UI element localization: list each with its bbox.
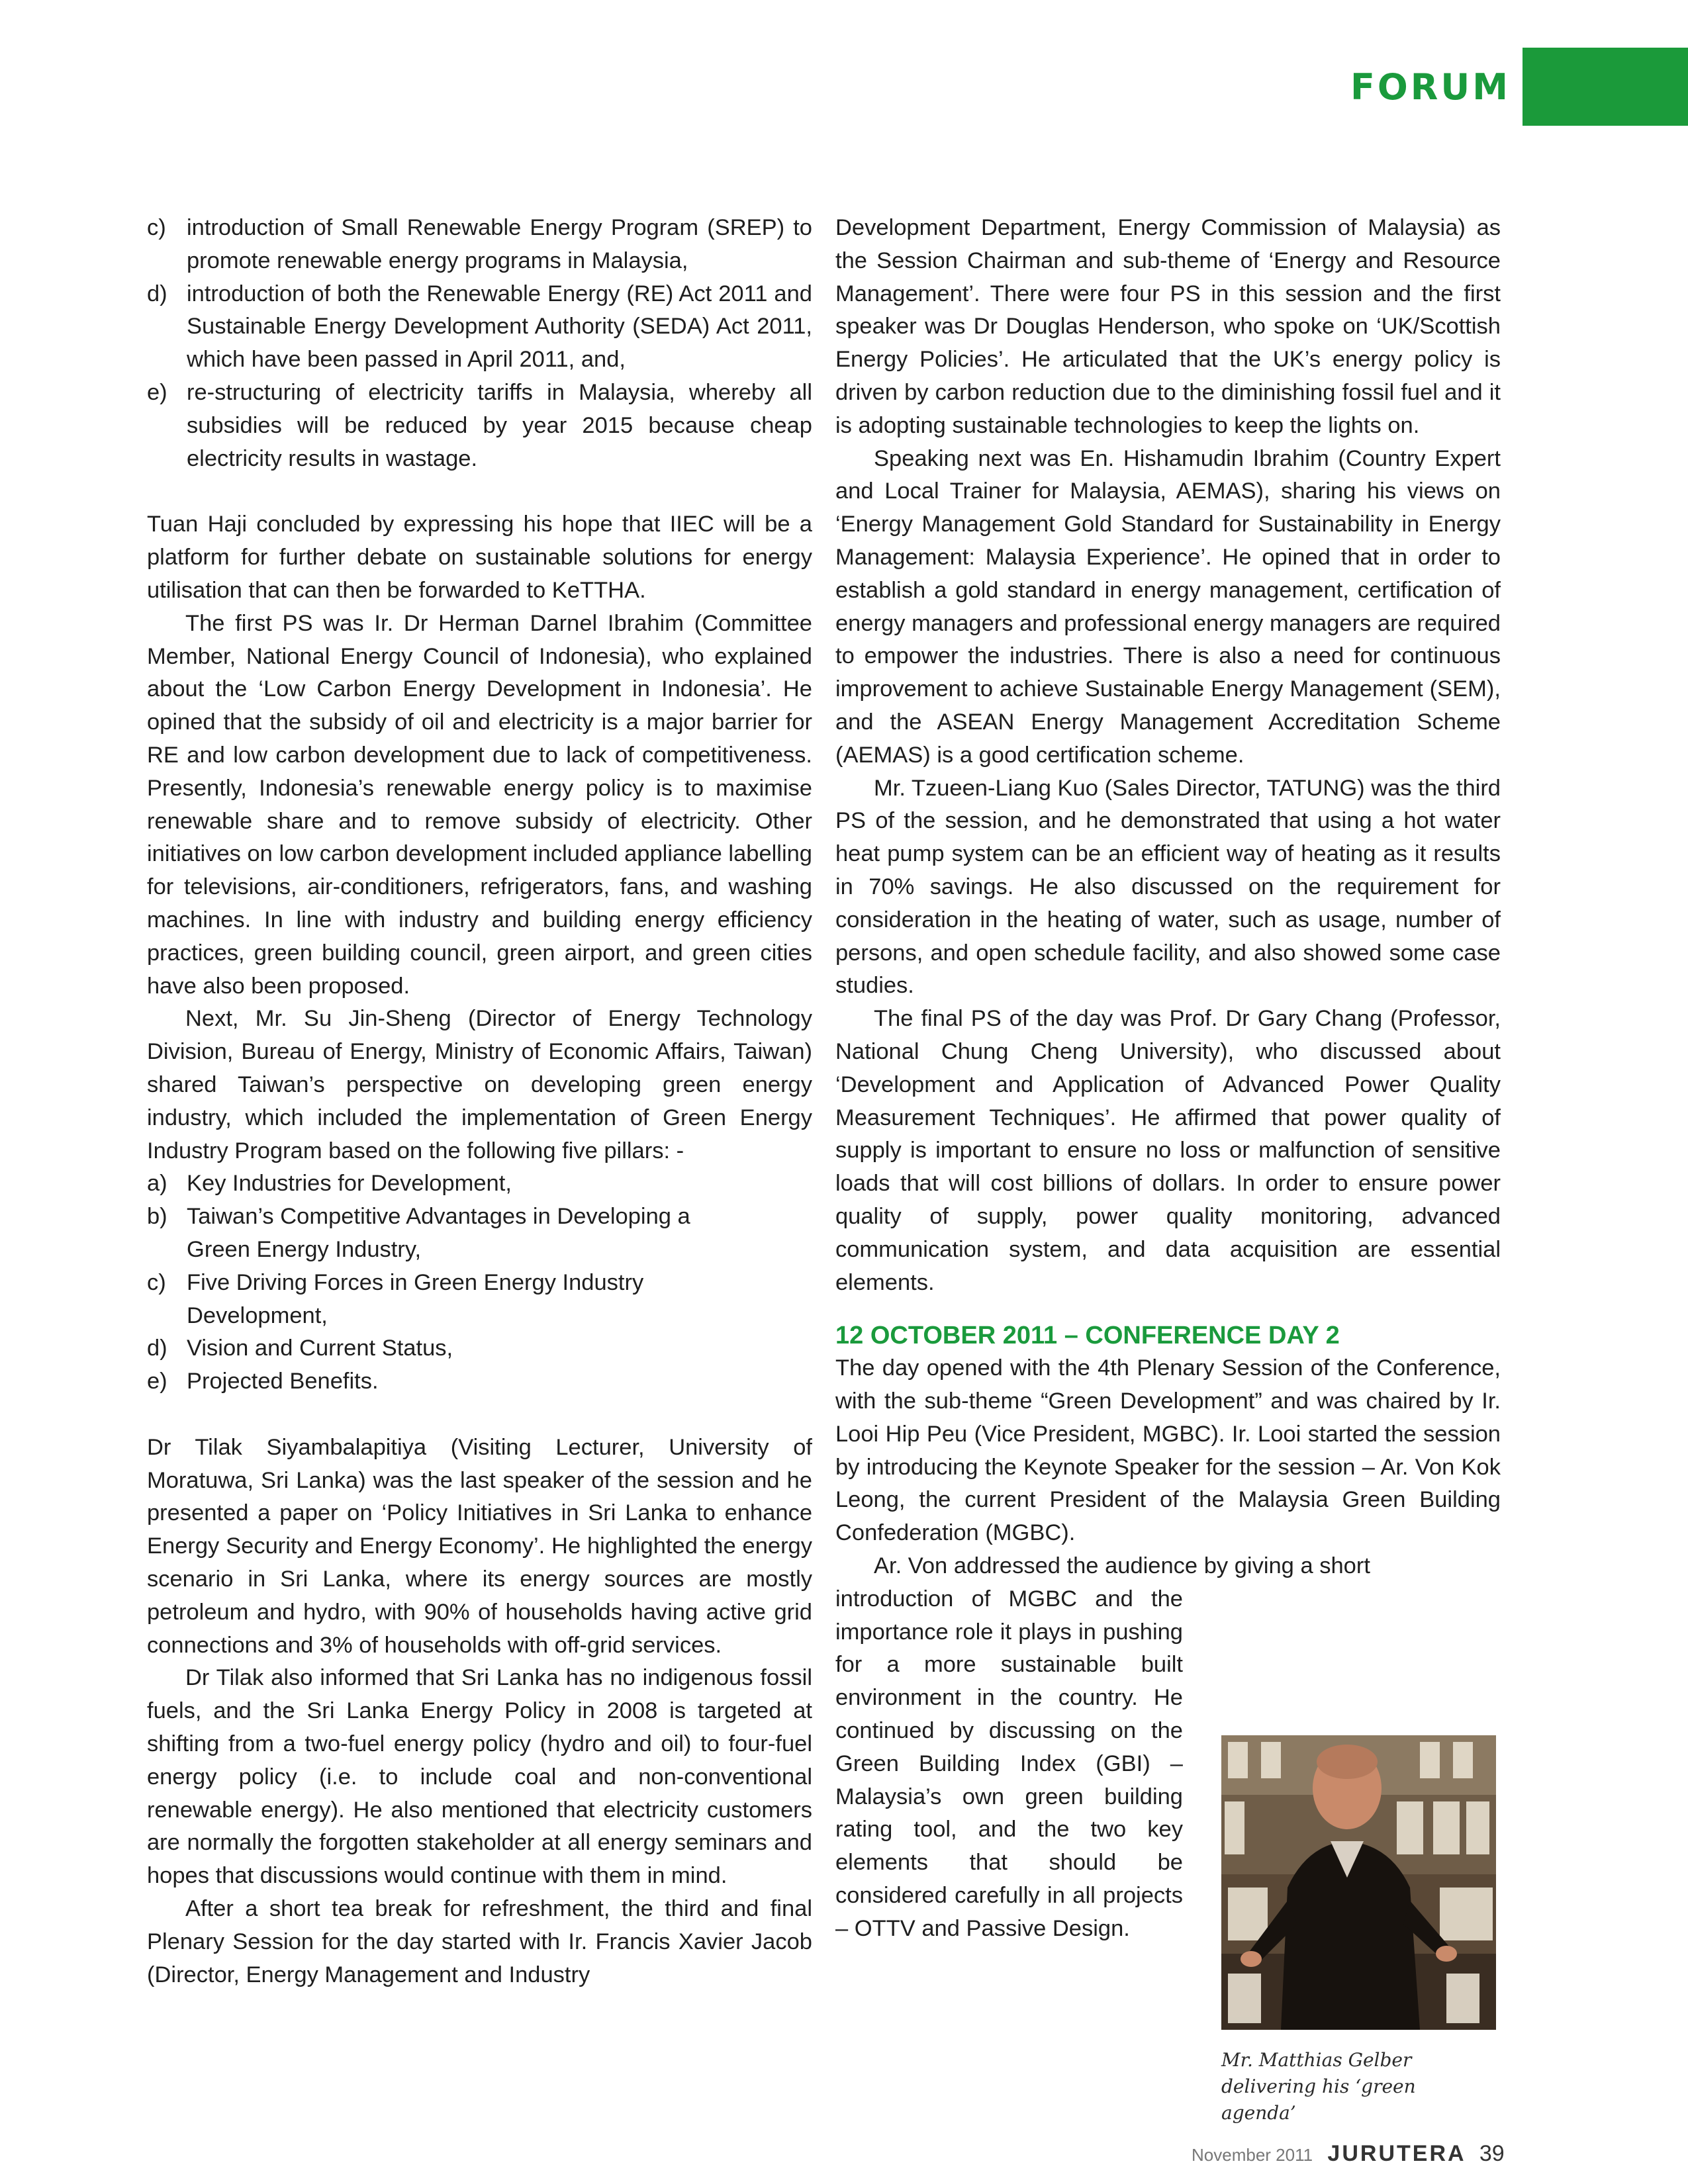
photo-illustration [1221, 1735, 1496, 2030]
policy-list [147, 212, 812, 475]
paragraph: Next, Mr. Su Jin-Sheng (Director of Energy Technology Division, Bureau of Energy, Ministry of Economic Affairs, Taiwan) shared Taiwan’s perspective on developing green energy industry, which included the implementation of Green Energy Industry Program based on the following five pillars: - [147, 1006, 812, 1163]
section-color-bar [1523, 48, 1688, 126]
photo-caption: Mr. Matthias Gelber delivering his ‘green agenda’ [1221, 2049, 1416, 2124]
paragraph: Dr Tilak Siyambalapitiya (Visiting Lecturer, University of Moratuwa, Sri Lanka) was the last speaker of the session and he presented a paper on ‘Policy Initiatives in Sri Lanka to enhance Energy Security and Energy Economy’. He highlighted the energy scenario in Sri Lanka, where its energy sources are mostly petroleum and hydro, with 90% of households having active grid connections and 3% of households with off-grid services. [147, 1434, 812, 1658]
paragraph: The day opened with the 4th Plenary Session of the Conference, with the sub-theme “Green Development” and was chaired by Ir. Looi Hip Peu (Vice President, MGBC). Ir. Looi started the session by introducing the Keynote Speaker for the session – Ar. Von Kok Leong, the current President of the Malaysia Green Building Confederation (MGBC). [835, 1355, 1501, 1546]
left-column [147, 212, 812, 1991]
list-item: c) Five Driving Forces in Green Energy Industry Development, [147, 1269, 644, 1328]
list-item: b) Taiwan’s Competitive Advantages in Developing a Green Energy Industry, [147, 1204, 690, 1262]
paragraph: Tuan Haji concluded by expressing his hope that IIEC will be a platform for further debate on sustainable solutions for energy utilisation that can then be forwarded to KeTTHA. [147, 512, 812, 603]
paragraph: Development Department, Energy Commission of Malaysia) as the Session Chairman and sub-theme of ‘Energy and Resource Management’. There were four PS in this session and the first speaker was Dr Douglas Henderson, who spoke on ‘UK/Scottish Energy Policies’. He articulated that the UK’s energy policy is driven by carbon reduction due to the diminishing fossil fuel and it is adopting sustainable technologies to keep the lights on. [835, 215, 1501, 438]
photo-figure [1221, 1735, 1496, 2126]
paragraph: Speaking next was En. Hishamudin Ibrahim (Country Expert and Local Trainer for Malaysia, AEMAS), sharing his views on ‘Energy Management Gold Standard for Sustainability in Energy Management: Malaysia Experience’. He opined that in order to establish a gold standard in energy management, certification of energy managers and professional energy managers are required to empower the industries. There is also a need for continuous improvement to achieve Sustainable Energy Management (SEM), and the ASEAN Energy Management Accreditation Scheme (AEMAS) is a good certification scheme. [835, 445, 1501, 768]
paragraph: After a short tea break for refreshment, the third and final Plenary Session for the day started with Ir. Francis Xavier Jacob (Director, Energy Management and Industry [147, 1896, 812, 1987]
page-footer [1192, 2141, 1505, 2167]
list-item: e) Projected Benefits. [147, 1369, 379, 1394]
paragraph: The first PS was Ir. Dr Herman Darnel Ibrahim (Committee Member, National Energy Council of Indonesia), who explained about the ‘Low Carbon Energy Development in Indonesia’. He opined that the subsidy of oil and electricity is a major barrier for RE and low carbon development due to lack of competitiveness. Presently, Indonesia’s renewable energy policy is to maximise renewable share and to remove subsidy of electricity. Other initiatives on low carbon development included appliance labelling for televisions, air-conditioners, refrigerators, fans, and washing machines. In line with industry and building energy efficiency practices, green building council, green airport, and green cities have also been proposed. [147, 610, 812, 999]
list-item: c) introduction of Small Renewable Energy Program (SREP) to promote renewable energy programs in Malaysia, [147, 215, 812, 273]
right-column [835, 212, 1501, 1946]
page-number: 39 [1479, 2141, 1505, 2166]
paragraph: introduction of MGBC and the importance role it plays in pushing for a more sustainable built environment in the country. He continued by discussing on the Green Building Index (GBI) – Malaysia’s own green building rating tool, and the two key elements that should be considered carefully in all projects – OTTV and Passive Design. [835, 1586, 1183, 1941]
list-item: d) introduction of both the Renewable Energy (RE) Act 2011 and Sustainable Energy Development Authority (SEDA) Act 2011, which have been passed in April 2011, and, [147, 281, 812, 373]
pillars-list [147, 1167, 812, 1398]
paragraph: Dr Tilak also informed that Sri Lanka has no indigenous fossil fuels, and the Sri Lanka Energy Policy in 2008 is targeted at shifting from a two-fuel energy policy (hydro and oil) to four-fuel energy policy (i.e. to include coal and non-conventional renewable energy). He also mentioned that electricity customers are normally the forgotten stakeholder at all energy seminars and hopes that discussions would continue with them in mind. [147, 1665, 812, 1889]
speaker-photo [1221, 1735, 1496, 2030]
issue-date: November 2011 [1192, 2145, 1313, 2165]
section-heading: 12 OCTOBER 2011 – CONFERENCE DAY 2 [835, 1322, 1340, 1350]
paragraph: Ar. Von addressed the audience by giving a short [874, 1553, 1370, 1579]
list-item: e) re-structuring of electricity tariffs in Malaysia, whereby all subsidies will be reduced by year 2015 because cheap electricity results in wastage. [147, 379, 812, 471]
list-item: d) Vision and Current Status, [147, 1336, 453, 1361]
paragraph: The final PS of the day was Prof. Dr Gary Chang (Professor, National Chung Cheng University), who discussed about ‘Development and Application of Advanced Power Quality Measurement Techniques’. He affirmed that power quality of supply is important to ensure no loss or malfunction of sensitive loads that will cost billions of dollars. In order to ensure power quality of supply, power quality monitoring, advanced communication system, and data acquisition are essential elements. [835, 1006, 1501, 1295]
paragraph: Mr. Tzueen-Liang Kuo (Sales Director, TATUNG) was the third PS of the session, and he demonstrated that using a hot water heat pump system can be an efficient way of heating as it results in 70% savings. He also discussed on the requirement for consideration in the heating of water, such as usage, number of persons, and open schedule facility, and also showed some case studies. [835, 775, 1501, 999]
magazine-name: JURUTERA [1327, 2141, 1466, 2166]
list-item: a) Key Industries for Development, [147, 1171, 512, 1197]
section-label: FORUM [1350, 66, 1511, 108]
